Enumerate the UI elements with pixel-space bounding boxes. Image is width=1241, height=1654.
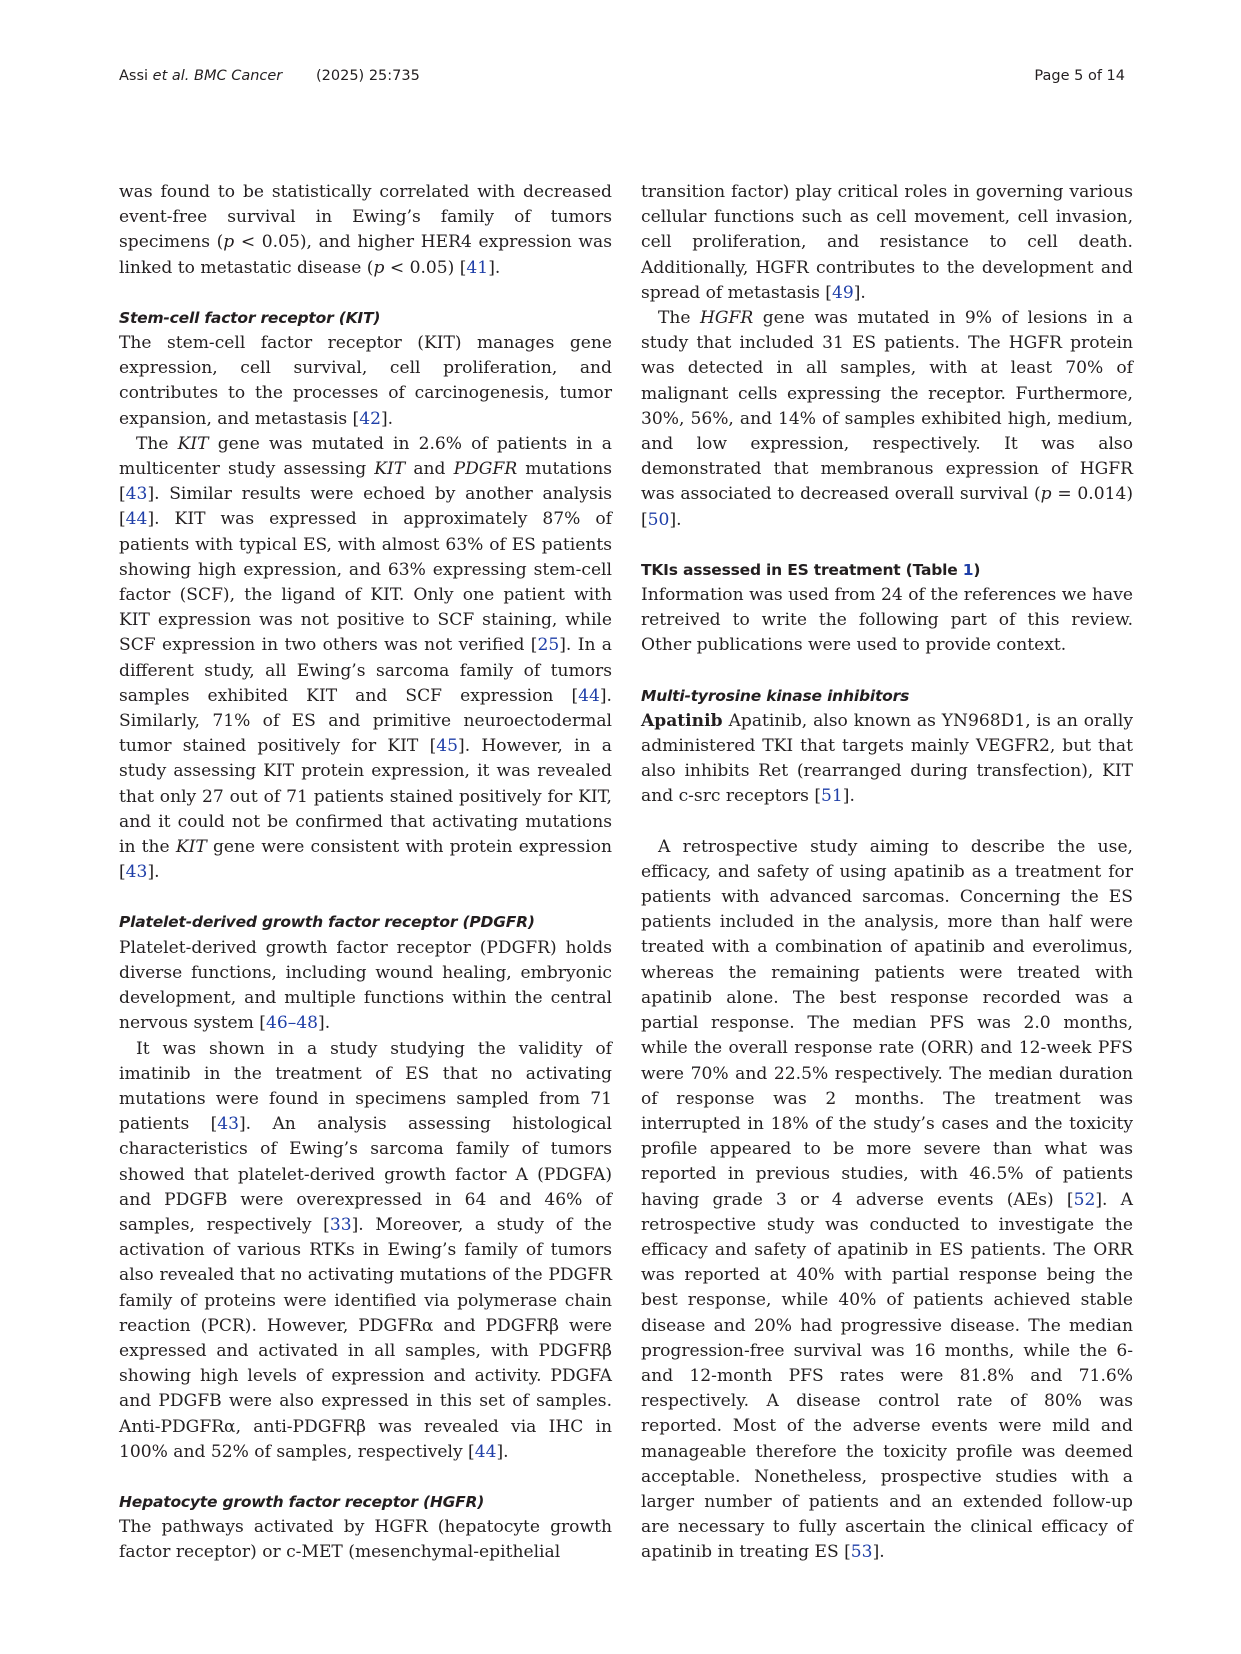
citation-link[interactable]: 52 bbox=[1073, 1189, 1096, 1210]
paragraph-hgfr-mutation: The HGFR gene was mutated in 9% of lesions in a study that included 31 ES patients. The HGFR protein was detected in all samples, with at least 70% of malignant cells expressing the receptor. Furthermore, 30%, 56%, and 14% of samples exhibited high, medium, and low expression, respectively. It was also demonstrated that membranous expression of HGFR was associated to decreased overall survival (p = 0.014) [50]. bbox=[641, 308, 1134, 530]
paragraph-pdgfr-studies: It was shown in a study studying the validity of imatinib in the treatment of ES that no activating mutations were found in specimens sampled from 71 patients [43]. An analysis assessing histological characteristics of Ewing’s sarcoma family of tumors showed that platelet-derived growth factor A (PDGFA) and PDGFB were overexpressed in 64 and 46% of samples, respectively [33]. Moreover, a study of the activation of various RTKs in Ewing’s family of tumors also revealed that no activating mutations of the PDGFR family of proteins were identified via polymerase chain reaction (PCR). However, PDGFRα and PDGFRβ were expressed and activated in all samples, with PDGFRβ showing high levels of expression and activity. PDGFA and PDGFB were also expressed in this set of samples. Anti-PDGFRα, anti-PDGFRβ was revealed via IHC in 100% and 52% of samples, respectively [44]. bbox=[119, 1038, 612, 1462]
journal-citation bbox=[119, 68, 282, 84]
section-heading-tkis: TKIs assessed in ES treatment (Table 1) bbox=[641, 560, 981, 579]
section-heading-pdgfr: Platelet-derived growth factor receptor (PDGFR) bbox=[119, 913, 535, 932]
citation-link[interactable]: 49 bbox=[831, 282, 854, 303]
citation-link[interactable]: 53 bbox=[850, 1542, 873, 1563]
paragraph-kit-intro: The stem-cell factor receptor (KIT) manages gene expression, cell survival, cell proliferation, and contributes to the processes of carcinogenesis, tumor expansion, and metastasis [42]. bbox=[119, 333, 612, 429]
citation-link[interactable]: 43 bbox=[217, 1114, 240, 1135]
citation-link[interactable]: 33 bbox=[329, 1214, 352, 1235]
section-heading-hgfr: Hepatocyte growth factor receptor (HGFR) bbox=[119, 1492, 485, 1511]
citation-link[interactable]: 50 bbox=[647, 509, 670, 530]
paragraph-tkis-intro: Information was used from 24 of the references we have retreived to write the following part of this review. Other publications were used to provide context. bbox=[641, 585, 1133, 656]
citation-link[interactable]: 43 bbox=[125, 862, 148, 883]
year-volume: (2025) 25:735 bbox=[316, 68, 420, 84]
section-heading-multi-tki: Multi-tyrosine kinase inhibitors bbox=[641, 686, 910, 705]
citation-link[interactable]: 45 bbox=[436, 736, 459, 757]
paragraph-her4-continuation: was found to be statistically correlated with decreased event-free survival in Ewing’s family of tumors specimens (p < 0.05), and higher HER4 expression was linked to metastatic disease (p < 0.05) [41]. bbox=[119, 182, 612, 278]
citation-link[interactable]: 46–48 bbox=[265, 1013, 319, 1034]
paragraph-kit-mutations: The KIT gene was mutated in 2.6% of patients in a multicenter study assessing KIT and PDGFR mutations [43]. Similar results were echoed by another analysis [44]. KIT was expressed in approximately 87% of patients with typical ES, with almost 63% of ES patients showing high expression, and 63% expressing stem-cell factor (SCF), the ligand of KIT. Only one patient with KIT expression was not positive to SCF staining, while SCF expression in two others was not verified [25]. In a different study, all Ewing’s sarcoma family of tumors samples exhibited KIT and SCF expression [44]. Similarly, 71% of ES and primitive neuroectodermal tumor stained positively for KIT [45]. However, in a study assessing KIT protein expression, it was revealed that only 27 out of 71 patients stained positively for KIT, and it could not be confirmed that activating mutations in the KIT gene were consistent with protein expression [43]. bbox=[119, 433, 612, 883]
journal-name: et al. BMC Cancer bbox=[152, 68, 283, 84]
citation-link[interactable]: 41 bbox=[466, 257, 489, 278]
paragraph-pdgfr-intro: Platelet-derived growth factor receptor (PDGFR) holds diverse functions, including wound healing, embryonic development, and multiple functions within the central nervous system [46–48]. bbox=[119, 937, 612, 1034]
citation-link[interactable]: 43 bbox=[125, 484, 148, 505]
runin-heading-apatinib: Apatinib bbox=[641, 710, 723, 731]
paragraph-apatinib-intro: Apatinib Apatinib, also known as YN968D1, is an orally administered TKI that targets mainly VEGFR2, but that also inhibits Ret (rearranged during transfection), KIT and c-src receptors [51]. bbox=[641, 710, 1133, 807]
citation-link[interactable]: 44 bbox=[125, 509, 148, 530]
citation-link[interactable]: 44 bbox=[474, 1441, 497, 1462]
citation-link[interactable]: 51 bbox=[821, 786, 843, 807]
first-author: Assi bbox=[119, 68, 153, 84]
citation-link[interactable]: 25 bbox=[537, 635, 560, 656]
paragraph-hgfr-intro: The pathways activated by HGFR (hepatocyte growth factor receptor) or c-MET (mesenchymal-epithelial bbox=[119, 1517, 612, 1563]
running-header bbox=[119, 68, 1125, 92]
table-link[interactable]: 1 bbox=[962, 560, 974, 579]
left-column bbox=[119, 180, 612, 1566]
citation-link[interactable]: 42 bbox=[359, 408, 381, 429]
page-number: Page 5 of 14 bbox=[1034, 68, 1125, 84]
paragraph-hgfr-continuation: transition factor) play critical roles in governing various cellular functions such as cell movement, cell invasion, cell proliferation, and resistance to cell death. Additionally, HGFR contributes to the development and spread of metastasis [49]. bbox=[641, 182, 1133, 303]
citation-link[interactable]: 44 bbox=[578, 685, 600, 706]
section-heading-kit: Stem-cell factor receptor (KIT) bbox=[119, 308, 381, 327]
paragraph-apatinib-studies: A retrospective study aiming to describe the use, efficacy, and safety of using apatinib as a treatment for patients with advanced sarcomas. Concerning the ES patients included in the analysis, more than half were treated with a combination of apatinib and everolimus, whereas the remaining patients were treated with apatinib alone. The best response recorded was a partial response. The median PFS was 2.0 months, while the overall response rate (ORR) and 12-week PFS were 70% and 22.5% respectively. The median duration of response was 2 months. The treatment was interrupted in 18% of the study’s cases and the toxicity profile appeared to be more severe than what was reported in previous studies, with 46.5% of patients having grade 3 or 4 adverse events (AEs) [52]. A retrospective study was conducted to investigate the efficacy and safety of apatinib in ES patients. The ORR was reported at 40% with partial response being the best response, while 40% of patients achieved stable disease and 20% had progressive disease. The median progression-free survival was 16 months, while the 6- and 12-month PFS rates were 81.8% and 71.6% respectively. A disease control rate of 80% was reported. Most of the adverse events were mild and manageable therefore the toxicity profile was deemed acceptable. Nonetheless, prospective studies with a larger number of patients and an extended follow-up are necessary to fully ascertain the clinical efficacy of apatinib in treating ES [53]. bbox=[641, 836, 1133, 1563]
right-column bbox=[641, 180, 1133, 1566]
